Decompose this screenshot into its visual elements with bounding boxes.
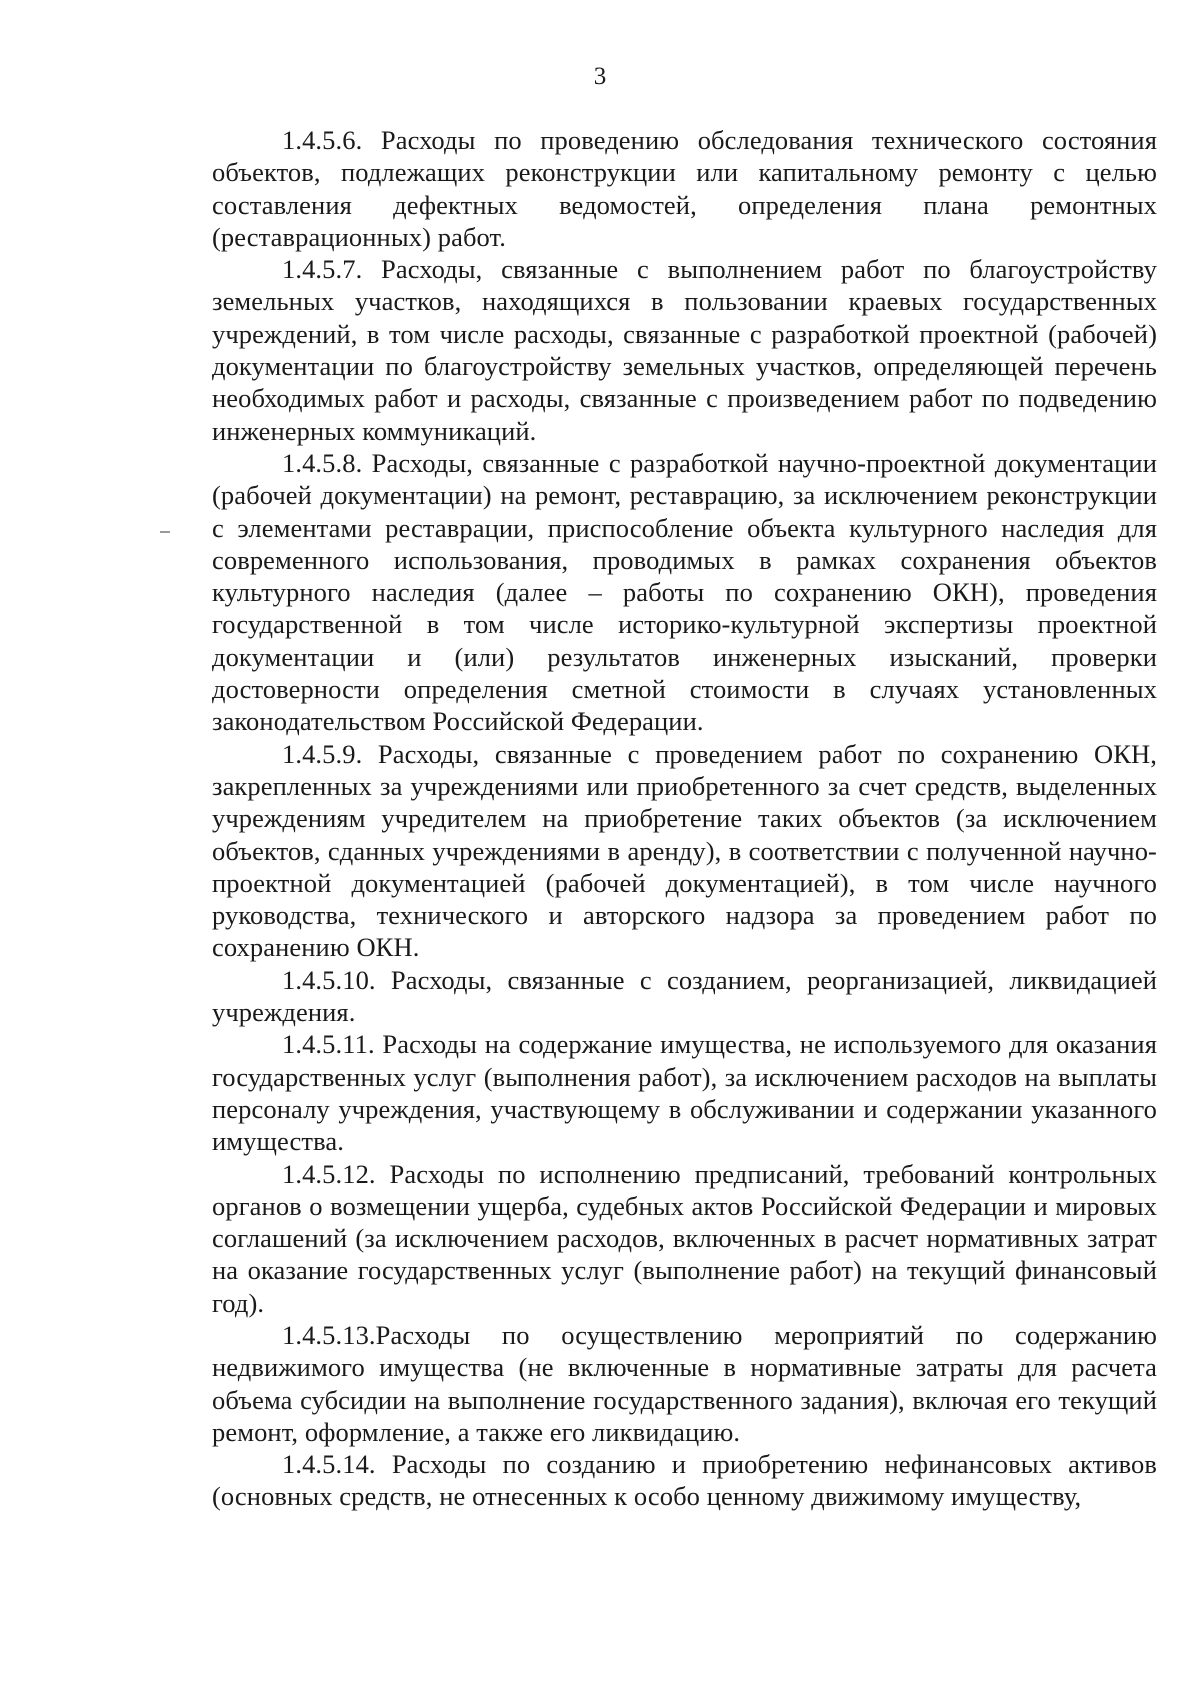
paragraph-1-4-5-11: 1.4.5.11. Расходы на содержание имущества, не используемого для оказания государственных услуг (выполнения работ), за исключением расходов на выплаты персоналу учреждения, участвующему в обслуживании и содержании указанного имущества. <box>212 1029 1157 1157</box>
paragraph-1-4-5-14: 1.4.5.14. Расходы по созданию и приобретению нефинансовых активов (основных средств, не отнесенных к особо ценному движимому имуществу, <box>212 1449 1157 1512</box>
scan-mark <box>160 531 170 533</box>
paragraph-1-4-5-7: 1.4.5.7. Расходы, связанные с выполнением работ по благоустройству земельных участков, находящихся в пользовании краевых государственных учреждений, в том числе расходы, связанные с разработкой проектной (рабочей) документации по благоустройству земельных участков, определяющей перечень необходимых работ и расходы, связанные с произведением работ по подведению инженерных коммуникаций. <box>212 254 1157 446</box>
paragraph-1-4-5-9: 1.4.5.9. Расходы, связанные с проведением работ по сохранению ОКН, закрепленных за учреждениями или приобретенного за счет средств, выделенных учреждениям учредителем на приобретение таких объектов (за исключением объектов, сданных учреждениями в аренду), в соответствии с полученной научно-проектной документацией (рабочей документацией), в том числе научного руководства, технического и авторского надзора за проведением работ по сохранению ОКН. <box>212 738 1157 963</box>
page-number: 3 <box>593 63 607 90</box>
paragraph-1-4-5-12: 1.4.5.12. Расходы по исполнению предписаний, требований контрольных органов о возмещении ущерба, судебных актов Российской Федерации и мировых соглашений (за исключением расходов, включенных в расчет нормативных затрат на оказание государственных услуг (выполнение работ) на текущий финансовый год). <box>212 1158 1157 1318</box>
paragraph-1-4-5-6: 1.4.5.6. Расходы по проведению обследования технического состояния объектов, подлежащих реконструкции или капитальному ремонту с целью составления дефектных ведомостей, определения плана ремонтных (реставрационных) работ. <box>212 125 1157 252</box>
paragraph-1-4-5-13: 1.4.5.13.Расходы по осуществлению мероприятий по содержанию недвижимого имущества (не включенные в нормативные затраты для расчета объема субсидии на выполнение государственного задания), включая его текущий ремонт, оформление, а также его ликвидацию. <box>212 1319 1157 1447</box>
paragraph-1-4-5-10: 1.4.5.10. Расходы, связанные с созданием, реорганизацией, ликвидацией учреждения. <box>212 964 1157 1028</box>
document-body <box>212 124 1157 1513</box>
paragraph-1-4-5-8: 1.4.5.8. Расходы, связанные с разработкой научно-проектной документации (рабочей документации) на ремонт, реставрацию, за исключением реконструкции с элементами реставрации, приспособление объекта культурного наследия для современного использования, проводимых в рамках сохранения объектов культурного наследия (далее – работы по сохранению ОКН), проведения государственной в том числе историко-культурной экспертизы проектной документации и (или) результатов инженерных изысканий, проверки достоверности определения сметной стоимости в случаях установленных законодательством Российской Федерации. <box>212 447 1157 737</box>
